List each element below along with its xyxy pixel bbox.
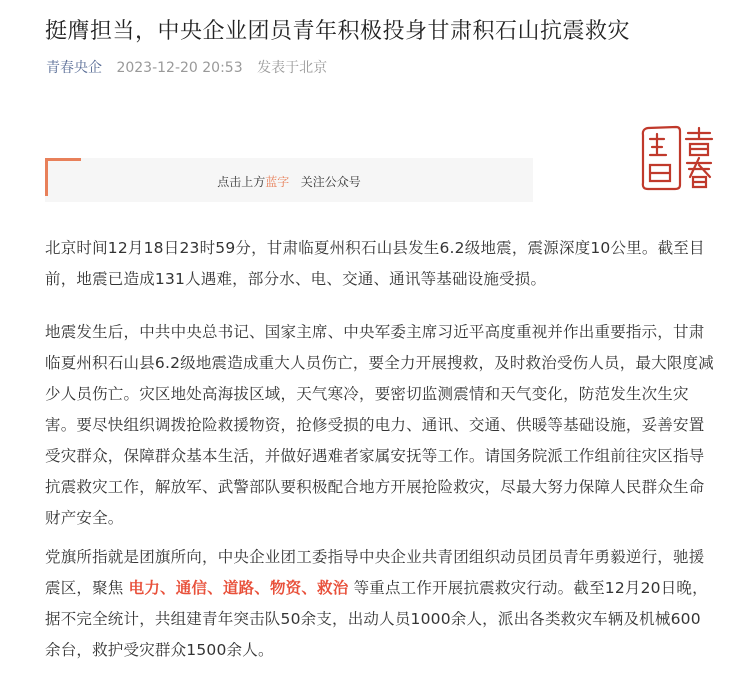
paragraph-3-highlight: 电力、通信、道路、物资、救治 xyxy=(128,579,349,597)
paragraph-2: 地震发生后，中共中央总书记、国家主席、中央军委主席习近平高度重视并作出重要指示，甘肃临夏州积石山县6.2级地震造成重大人员伤亡，要全力开展搜救，及时救治受伤人员，最大限度减少人员伤亡。灾区地处高海拔区域，天气寒冷，要密切监测震情和天气变化，防范发生次生灾害。要尽快组织调拨抢险救援物资，抢修受损的电力、通讯、交通、供暖等基础设施，妥善安置受灾群众，保障群众基本生活，并做好遇难者家属安抚等工作。请国务院派工作组前往灾区指导抗震救灾工作，解放军、武警部队要积极配合地方开展抢险救灾，尽最大努力保障人民群众生命财产安全。 xyxy=(45,323,714,527)
seal-logo-icon xyxy=(640,125,718,191)
publish-location: 发表于北京 xyxy=(257,60,328,76)
banner-highlight: 蓝字 xyxy=(265,175,290,189)
banner-corner-accent xyxy=(45,158,81,161)
banner-prefix: 点击上方 xyxy=(217,175,266,189)
banner-suffix: 关注公众号 xyxy=(300,175,361,189)
paragraph-1: 北京时间12月18日23时59分，甘肃临夏州积石山县发生6.2级地震，震源深度10公里。截至目前，地震已造成131人遇难，部分水、电、交通、通讯等基础设施受损。 xyxy=(45,239,705,288)
article-meta xyxy=(46,57,327,77)
paragraph-3 xyxy=(45,542,715,666)
paragraph-3-start: 党旗所指就是团旗所向，中央企业团工委指导中央企业共青团组织动员团员青年勇毅逆行，驰援震区，聚焦 xyxy=(45,548,705,597)
publish-date: 2023-12-20 20:53 xyxy=(116,60,243,76)
article-title: 挺膺担当，中央企业团员青年积极投身甘肃积石山抗震救灾 xyxy=(45,19,631,44)
account-name-link[interactable]: 青春央企 xyxy=(46,60,102,76)
follow-banner[interactable] xyxy=(45,158,533,202)
paragraph-3-end: 等重点工作开展抗震救灾行动。截至12月20日晚，据不完全统计，共组建青年突击队50余支，出动人员1000余人，派出各类救灾车辆及机械600余台，救护受灾群众1500余人。 xyxy=(45,579,708,659)
follow-banner-text xyxy=(45,173,533,190)
